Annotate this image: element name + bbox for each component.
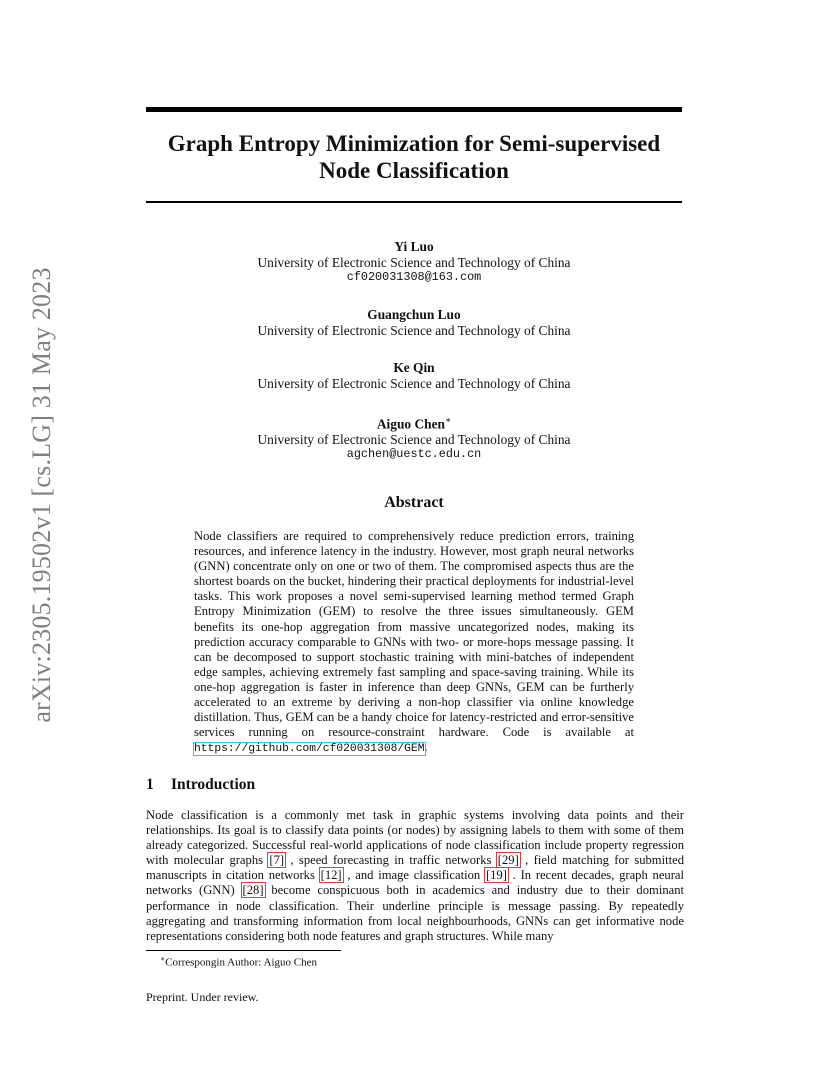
citation-link[interactable]: [28] <box>242 883 264 898</box>
title-line-2: Node Classification <box>319 158 509 183</box>
arxiv-stamp <box>22 230 62 760</box>
intro-text-part: become conspicuous both in academics and industry due to their dominant performance in node classification. Their underline principle is message passing. By repeatedly aggregating and transforming information from local neighbourhoods, GNNs can get informative node representations considering both node features and graph structures. While many <box>146 883 684 943</box>
author-affiliation: University of Electronic Science and Technology of China <box>257 254 571 270</box>
author-affiliation: University of Electronic Science and Technology of China <box>257 322 571 338</box>
title-rule-top <box>146 107 682 112</box>
intro-text-part: , speed forecasting in traffic networks <box>285 853 497 868</box>
preprint-note: Preprint. Under review. <box>146 990 259 1004</box>
intro-text-part: . In recent decades, graph neural networks (GNN) <box>146 868 684 898</box>
citation-link[interactable]: [12] <box>320 868 342 883</box>
citation-link[interactable]: [7] <box>269 853 285 868</box>
author-block-4 <box>146 413 682 463</box>
section-title: Introduction <box>171 776 256 793</box>
paper-title <box>146 130 682 184</box>
author-email[interactable]: agchen@uestc.edu.cn <box>346 447 482 462</box>
introduction-heading <box>146 776 255 794</box>
intro-text-part: , field matching for submitted manuscripts in citation networks <box>146 853 684 883</box>
author-affiliation: University of Electronic Science and Technology of China <box>257 375 571 391</box>
citation-link[interactable]: [29] <box>497 853 519 868</box>
author-name-text: Aiguo Chen <box>376 416 445 432</box>
footnote-rule <box>146 950 341 951</box>
author-affiliation: University of Electronic Science and Technology of China <box>257 431 571 447</box>
citation-link[interactable]: [19] <box>485 868 507 883</box>
intro-text-part: Node classification is a commonly met task in graphic systems involving data points and their relationships. Its goal is to classify data points (or nodes) by assigning labels to them with some of them already categorized. Successful real-world applications of node classification include property regression with molecular graphs <box>146 808 684 868</box>
author-block-1 <box>146 239 682 286</box>
section-number: 1 <box>146 776 154 793</box>
code-repository-link[interactable]: https://github.com/cf020031308/GEM <box>194 743 425 756</box>
introduction-text <box>146 808 684 944</box>
abstract-body-text: Node classifiers are required to comprehensively reduce prediction errors, training resources, and inference latency in the industry. However, most graph neural networks (GNN) concentrate only on one or two of them. The compromised aspects thus are the shortest boards on the bucket, hindering their practical deployments for industrial-level tasks. This work proposes a novel semi-supervised learning method termed Graph Entropy Minimization (GEM) to resolve the three issues simultaneously. GEM benefits its one-hop aggregation from massive uncategorized nodes, making its prediction accuracy comparable to GNNs with two- or more-hops message passing. It can be decomposed to support stochastic training with mini-batches of independent edge samples, achieving extremely fast sampling and space-saving training. While its one-hop aggregation is faster in inference than deep GNNs, GEM can be furtherly accelerated to an extreme by deriving a non-hop classifier via online knowledge distillation. Thus, GEM can be a handy choice for latency-restricted and error-sensitive services running on resource-constraint hardware. Code is available at <box>194 529 634 740</box>
title-rule-bottom <box>146 201 682 203</box>
footnote <box>160 952 317 970</box>
author-name: Guangchun Luo <box>367 307 461 322</box>
arxiv-identifier: arXiv:2305.19502v1 [cs.LG] 31 May 2023 <box>27 267 56 723</box>
corresponding-author-mark: ∗ <box>444 415 452 425</box>
intro-text-part: , and image classification <box>342 868 485 883</box>
footnote-mark: ∗ <box>160 954 166 963</box>
author-name: Ke Qin <box>393 360 435 375</box>
author-block-2 <box>146 307 682 338</box>
abstract-text <box>194 529 634 757</box>
author-name: Yi Luo <box>394 239 434 254</box>
abstract-heading: Abstract <box>384 494 444 511</box>
abstract-end-punctuation: . <box>424 740 428 755</box>
footnote-text: Correspongin Author: Aiguo Chen <box>165 956 317 969</box>
title-line-1: Graph Entropy Minimization for Semi-supervised <box>167 131 661 156</box>
author-block-3 <box>146 360 682 391</box>
author-name <box>146 413 682 432</box>
author-email[interactable]: cf020031308@163.com <box>346 270 482 284</box>
